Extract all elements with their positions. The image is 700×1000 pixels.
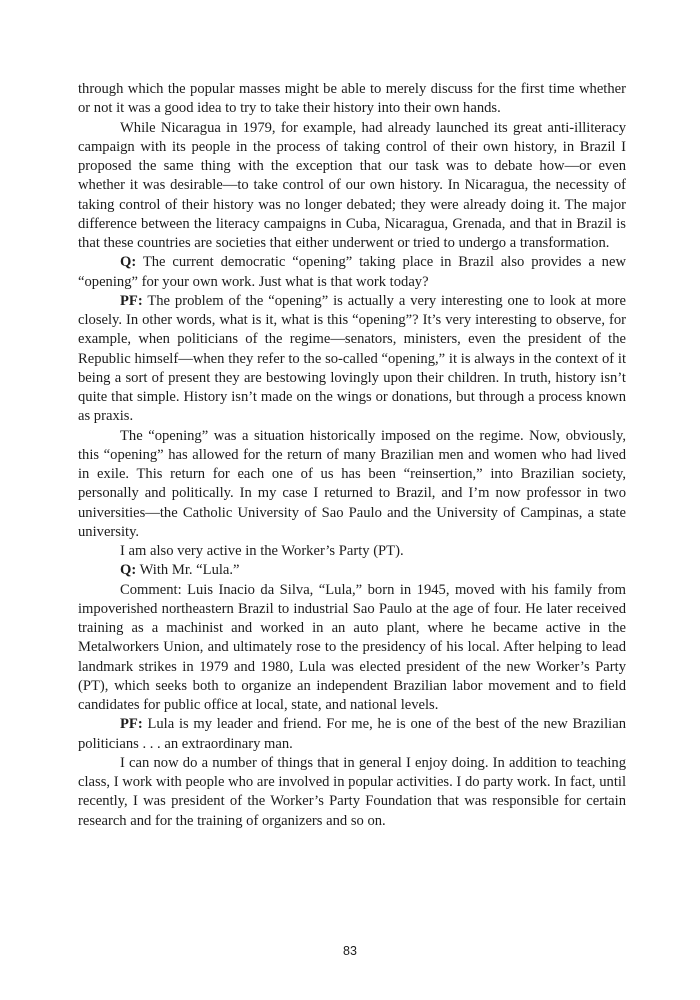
paragraph-text: Comment: Luis Inacio da Silva, “Lula,” born in 1945, moved with his family from impoverished northeastern Brazil to industrial Sao Paulo at the age of four. He later received training as a machinist and worked in an auto plant, where he became active in the Metalworkers Union, and ultimately rose to the presidency of his local. After helping to lead landmark strikes in 1979 and 1980, Lula was elected president of the new Worker’s Party (PT), which seeks both to organize an independent Brazilian labor movement and to field candidates for public office at local, state, and national levels. xyxy=(78,581,626,713)
speaker-label: PF: xyxy=(120,292,143,309)
paragraph-1 xyxy=(78,80,626,119)
paragraph-text: While Nicaragua in 1979, for example, had already launched its great anti-illiteracy campaign with its people in the process of taking control of their own history, in Brazil I proposed the same thing with the exception that our task was to debate how—or even whether it was desirable—to take control of our own history. In Nicaragua, the necessity of taking control of their history was no longer debated; they were already doing it. The major difference between the literacy campaigns in Cuba, Nicaragua, Grenada, and that in Brazil is that these countries are societies that either underwent or tried to undergo a transformation. xyxy=(78,119,626,251)
paragraph-text: Lula is my leader and friend. For me, he is one of the best of the new Brazilian politicians . . . an extraordinary man. xyxy=(78,716,626,752)
paragraph-6 xyxy=(78,542,626,561)
paragraph-text: The “opening” was a situation historically imposed on the regime. Now, obviously, this “opening” has allowed for the return of many Brazilian men and women who had lived in exile. This return for each one of us has been “reinsertion,” into Brazilian society, personally and politically. In my case I returned to Brazil, and I’m now professor in two universities—the Catholic University of Sao Paulo and the University of Campinas, a state university. xyxy=(78,427,626,540)
paragraph-text: The problem of the “opening” is actually a very interesting one to look at more closely. In other words, what is it, what is this “opening”? It’s very interesting to observe, for example, when politicians of the regime—senators, ministers, even the president of the Republic himself—when they refer to the so-called “opening,” it is always in the context of it being a sort of present they are bestowing lovingly upon their children. In truth, history isn’t quite that simple. History isn’t made on the wings or donations, but through a process known as praxis. xyxy=(78,292,626,425)
paragraph-9 xyxy=(78,715,626,754)
paragraph-10 xyxy=(78,754,626,831)
paragraph-text: With Mr. “Lula.” xyxy=(139,562,240,579)
paragraph-2 xyxy=(78,119,626,254)
paragraph-7 xyxy=(78,561,626,580)
speaker-label: PF: xyxy=(120,716,143,733)
body-text xyxy=(78,80,626,831)
paragraph-8 xyxy=(78,581,626,716)
paragraph-text: I can now do a number of things that in general I enjoy doing. In addition to teaching class, I work with people who are involved in popular activities. I do party work. In fact, until recently, I was president of the Worker’s Party Foundation that was responsible for certain research and for the training of organizers and so on. xyxy=(78,754,626,829)
speaker-label: Q: xyxy=(120,562,137,579)
speaker-label: Q: xyxy=(120,254,137,271)
paragraph-4 xyxy=(78,292,626,427)
paragraph-text: I am also very active in the Worker’s Party (PT). xyxy=(120,543,404,559)
paragraph-text: The current democratic “opening” taking place in Brazil also provides a new “opening” for your own work. Just what is that work today? xyxy=(78,254,626,290)
paragraph-5 xyxy=(78,427,626,543)
paragraph-3 xyxy=(78,253,626,292)
paragraph-text: through which the popular masses might be able to merely discuss for the first time whether or not it was a good idea to try to take their history into their own hands. xyxy=(78,81,626,117)
page-number: 83 xyxy=(343,944,357,958)
